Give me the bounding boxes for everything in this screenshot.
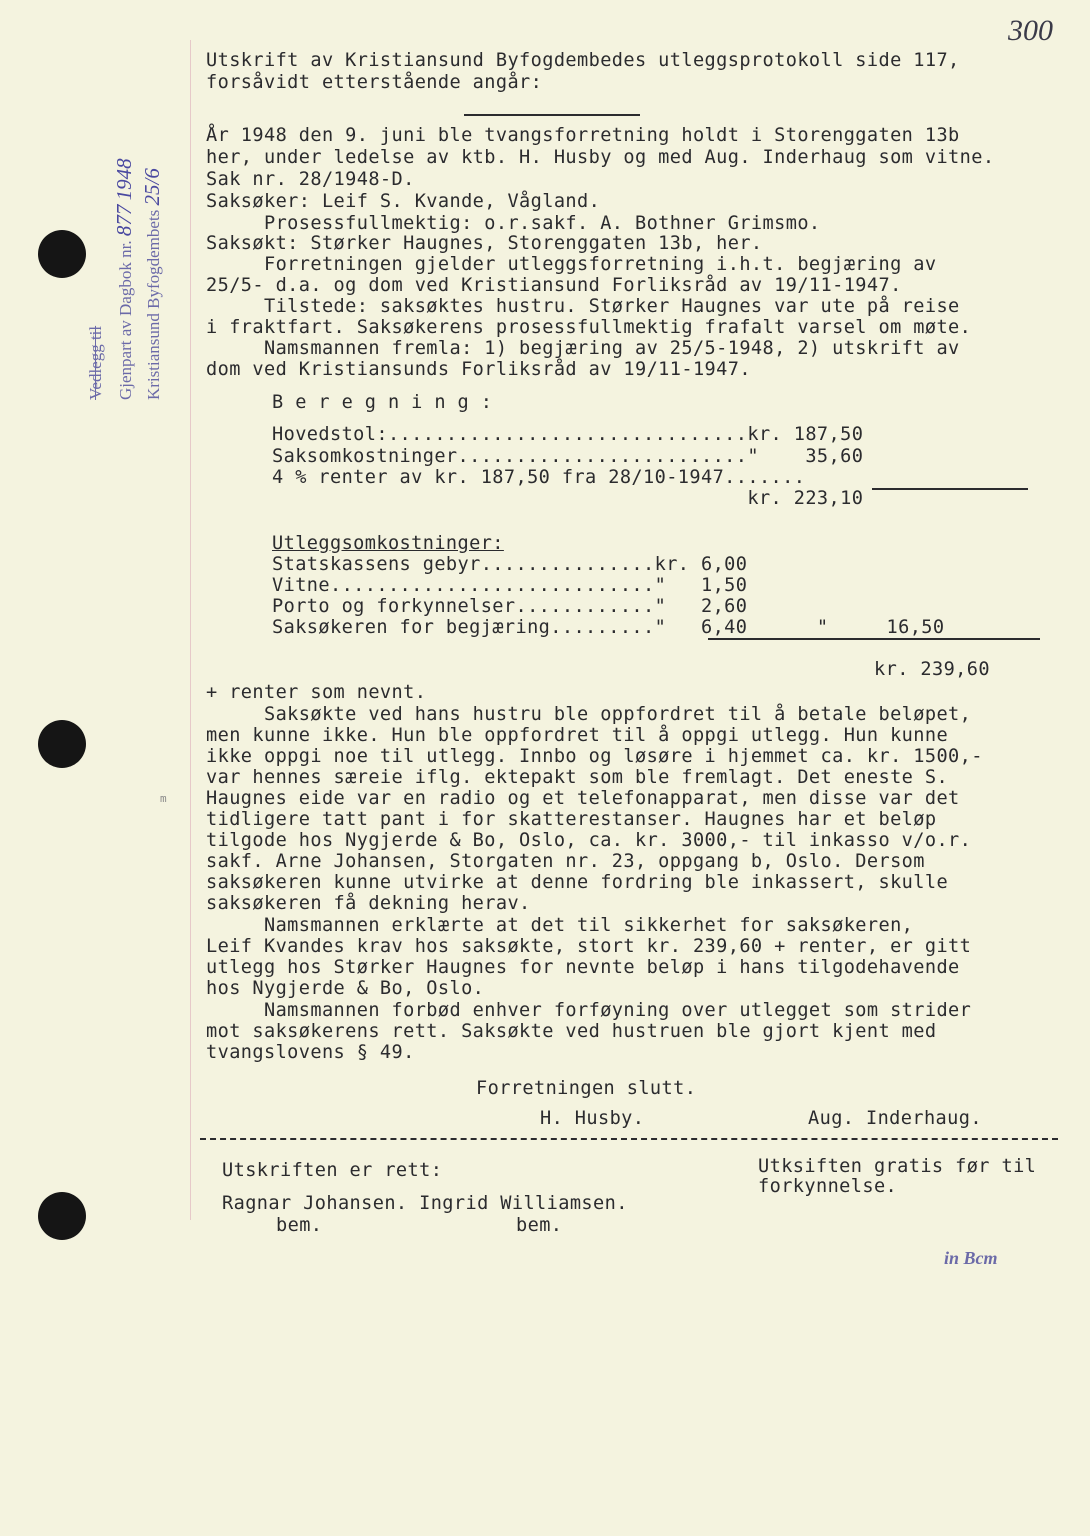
sum-rule (708, 638, 1040, 640)
body-line: Saksøker: Leif S. Kvande, Vågland. (206, 191, 601, 212)
calc-row: Hovedstol:...............................kr. 187,50 (272, 424, 864, 445)
body-line: Tilstede: saksøktes hustru. Størker Haugnes var ute på reise (206, 296, 960, 317)
bem-label: bem. (516, 1215, 563, 1236)
body-line: saksøkeren kunne utvirke at denne fordring ble inkassert, skulle (206, 872, 949, 893)
body-line: utlegg hos Størker Haugnes for nevnte beløp i hans tilgodehavende (206, 957, 960, 978)
signature-husby: H. Husby. (540, 1108, 645, 1129)
body-line: 25/5- d.a. og dom ved Kristiansund Forliksråd av 19/11-1947. (206, 275, 902, 296)
page-number: 300 (1008, 14, 1053, 47)
stamp-line2b: Dagbok nr. (116, 240, 135, 316)
closing-text: Forretningen slutt. (476, 1078, 697, 1099)
punch-hole (38, 1192, 86, 1240)
dashed-divider (200, 1138, 1058, 1140)
punch-hole (38, 720, 86, 768)
body-line: Saksøkt: Størker Haugnes, Storenggaten 13b, her. (206, 233, 763, 254)
body-line: hos Nygjerde & Bo, Oslo. (206, 978, 485, 999)
body-line: tilgode hos Nygjerde & Bo, Oslo, ca. kr. 3000,- til inkasso v/o.r. (206, 830, 972, 851)
stamp-line3: Kristiansund (144, 313, 163, 400)
body-line: i fraktfart. Saksøkerens prosessfullmektig frafalt varsel om møte. (206, 317, 972, 338)
body-line: her, under ledelse av ktb. H. Husby og med Aug. Inderhaug som vitne. (206, 147, 995, 168)
gratis-note: forkynnelse. (758, 1176, 898, 1197)
body-line: men kunne ikke. Hun ble oppfordret til å oppgi utlegg. Hun kunne (206, 725, 949, 746)
total-amount: kr. 239,60 (874, 659, 990, 680)
signature-inderhaug: Aug. Inderhaug. (808, 1108, 982, 1129)
body-line: tidligere tatt pant i for skatterestanser. Haugnes har et beløp (206, 809, 937, 830)
bem-label: bem. (276, 1215, 323, 1236)
stamp-year: 1948 (112, 158, 136, 201)
cost-row: Statskassens gebyr...............kr. 6,00 (272, 554, 748, 575)
cost-row: Vitne............................" 1,50 (272, 575, 748, 596)
stamp-line2: Gjenpart av (116, 320, 135, 400)
body-line: Namsmannen forbød enhver forføyning over utlegget som strider (206, 1000, 972, 1021)
stamp-number: 877 (112, 204, 136, 237)
body-line: saksøkeren få dekning herav. (206, 893, 531, 914)
body-line: Leif Kvandes krav hos saksøkte, stort kr. 239,60 + renter, er gitt (206, 936, 972, 957)
heading-line: forsåvidt etterstående angår: (206, 72, 543, 93)
cost-row: Porto og forkynnelser............" 2,60 (272, 596, 748, 617)
stamp-date: 25/6 (140, 168, 164, 206)
body-line: + renter som nevnt. (206, 682, 427, 703)
calc-row: Saksomkostninger........................." 35,60 (272, 446, 864, 467)
body-line: var hennes særeie iflg. ektepakt som ble fremlagt. Det eneste S. (206, 767, 949, 788)
calc-row: kr. 223,10 (272, 488, 864, 509)
body-line: Prosessfullmektig: o.r.sakf. A. Bothner Grimsmo. (206, 213, 821, 234)
heading-line: Utskrift av Kristiansund Byfogdembedes utleggsprotokoll side 117, (206, 50, 960, 71)
rule (464, 114, 640, 116)
gratis-note: Utksiften gratis før til (758, 1156, 1037, 1177)
body-line: ikke oppgi noe til utlegg. Innbo og løsøre i hjemmet ca. kr. 1500,- (206, 746, 983, 767)
body-line: tvangslovens § 49. (206, 1042, 415, 1063)
costs-title: Utleggsomkostninger: (272, 533, 504, 554)
body-line: Forretningen gjelder utleggsforretning i.h.t. begjæring av (206, 254, 937, 275)
margin-rule (190, 40, 191, 1220)
body-line: mot saksøkerens rett. Saksøkte ved hustruen ble gjort kjent med (206, 1021, 937, 1042)
body-line: Saksøkte ved hans hustru ble oppfordret til å betale beløpet, (206, 704, 972, 725)
calc-title: B e r e g n i n g : (272, 392, 493, 413)
initials-signature: in Bcm (944, 1248, 998, 1268)
certification-text: Utskriften er rett: (222, 1160, 443, 1181)
sum-rule (872, 488, 1028, 490)
body-line: Haugnes eide var en radio og et telefonapparat, men disse var det (206, 788, 960, 809)
body-line: sakf. Arne Johansen, Storgaten nr. 23, oppgang b, Oslo. Dersom (206, 851, 925, 872)
body-line: Namsmannen erklærte at det til sikkerhet for saksøkeren, (206, 915, 914, 936)
certifier-names: Ragnar Johansen. Ingrid Williamsen. (222, 1193, 628, 1214)
punch-hole (38, 230, 86, 278)
stamp-line1: Vedlegg til (86, 325, 105, 400)
body-line: dom ved Kristiansunds Forliksråd av 19/11-1947. (206, 359, 751, 380)
calc-row: 4 % renter av kr. 187,50 fra 28/10-1947....... (272, 467, 875, 488)
body-line: År 1948 den 9. juni ble tvangsforretning holdt i Storenggaten 13b (206, 125, 960, 146)
body-line: Namsmannen fremla: 1) begjæring av 25/5-1948, 2) utskrift av (206, 338, 960, 359)
body-line: Sak nr. 28/1948-D. (206, 169, 415, 190)
stamp-line3b: Byfogdembets (144, 209, 163, 309)
cost-row: Saksøkeren for begjæring........." 6,40 " 16,50 (272, 617, 945, 638)
margin-mark: m (160, 792, 167, 805)
